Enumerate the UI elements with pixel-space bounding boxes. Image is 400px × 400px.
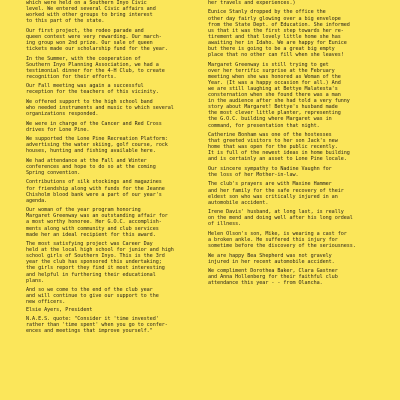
paragraph <box>26 121 204 133</box>
text-line: on the mend and doing well after his long ordeal <box>208 215 353 222</box>
text-line: other day fairly glowing over a big envelope <box>208 15 341 22</box>
text-line: advertising the water skiing, golf course, rock <box>26 142 168 149</box>
text-line: who needed instruments and music to which several <box>26 104 174 111</box>
text-line: the girls report they find it most interesting <box>26 265 165 272</box>
paragraph <box>26 241 204 284</box>
text-line: We are happy Bea Shepherd was not gravely <box>208 252 332 259</box>
text-line: made her an ideal recipient for this award. <box>26 231 156 238</box>
text-line: and helpful in furthering their educational <box>26 271 156 278</box>
text-line: we are still laughing at Bettye Malatesta's <box>208 86 338 92</box>
text-line: Eunice Stanly dropped by the office the <box>208 9 326 16</box>
text-line: us that it was the first step towards her re- <box>208 27 344 34</box>
text-line: the loss of her Mother-in-law. <box>208 172 299 178</box>
paragraph <box>208 0 388 6</box>
text-line: queen contest were very rewarding. Our march- <box>26 33 162 40</box>
text-line: Our sincere sympathy to Nadine Vaughn for <box>208 165 332 172</box>
text-line: place that no other can fill when she leaves! <box>208 52 344 59</box>
text-line: agenda. <box>26 197 48 204</box>
paragraph <box>26 287 204 305</box>
text-line: the most clever little planter, representing <box>208 110 341 117</box>
text-line: over her terrific surprise at the February <box>208 67 335 74</box>
paragraph <box>208 253 388 265</box>
text-line: Helen Olson's son, Mike, is wearing a cast for <box>208 230 347 237</box>
paragraph <box>208 181 388 205</box>
text-line: Spring convention. <box>26 169 81 176</box>
text-line: home that was open for the public recently. <box>208 144 338 151</box>
text-line: and her family for the safe recovery of their <box>208 187 344 194</box>
text-line: command, for presentation that night. <box>208 122 320 129</box>
text-line: Catherine Bonham was one of the hostesses <box>208 132 332 139</box>
text-line: from the State Dept. of Education. She informed <box>208 21 350 28</box>
text-line: year the club has sponsored this undertaking; <box>26 259 162 266</box>
text-line: to this part of the state. <box>26 18 105 25</box>
text-line: a most worthy honoree. Her G.O.C. accomplish- <box>26 219 162 226</box>
text-line: N.A.E.S. quote: "Consider it 'time invested' <box>26 316 159 323</box>
text-line: held at the local high school for junior and high <box>26 247 174 254</box>
paragraph <box>26 136 204 154</box>
text-line: organizations responded. <box>26 111 99 118</box>
text-line: plans. <box>26 277 45 284</box>
paragraph <box>208 268 388 286</box>
text-line: houses, hunting and fishing available here. <box>26 148 156 155</box>
text-line: Our first project, the rodeo parade and <box>26 27 144 34</box>
text-line: ments along with community and club services <box>26 225 159 232</box>
text-line: that greeted visitors to her son Jack's new <box>208 138 338 145</box>
text-line: but there is going to be a great big empty <box>208 46 335 53</box>
paragraph <box>26 158 204 176</box>
text-line: meeting when she was honored as Woman of the <box>208 73 341 80</box>
text-line: Contributions of silk stockings and magazines <box>26 179 162 186</box>
text-line: Year. (It was a happy occasion for all.) And <box>208 79 341 86</box>
paragraph <box>26 83 204 95</box>
text-line: Margaret Greenway is still trying to get <box>208 61 329 68</box>
text-line: school girls of Southern Inyo. This is the 3rd <box>26 253 165 260</box>
paragraph <box>26 316 204 334</box>
right-column <box>208 0 388 400</box>
left-column <box>26 0 204 400</box>
paragraph <box>26 179 204 203</box>
text-line: her travels and experiences.) <box>208 0 296 6</box>
paragraph <box>26 0 204 24</box>
text-line: tickets made our scholarship fund for the year. <box>26 46 168 53</box>
text-line: Chisholm blood bank were a part of our year's <box>26 191 162 198</box>
paragraph <box>208 132 388 162</box>
text-line: rather than 'time spent' when you go to confer- <box>26 322 168 329</box>
text-line: tirement and that lovely little home she has <box>208 33 341 40</box>
text-line: ing group won 2nd prize. Our sale of queen <box>26 39 153 46</box>
text-line: and Anna Hollenberg for their faithful club <box>208 274 338 281</box>
text-line: of illness. <box>208 221 242 228</box>
text-line: consternation when she found there was a man <box>208 92 341 99</box>
text-line: drives for Lone Pine. <box>26 126 90 133</box>
text-line: In the Summer, with the cooperation of <box>26 55 141 62</box>
text-line: We had attendance at the Fall and Winter <box>26 157 147 164</box>
paragraph <box>208 9 388 58</box>
text-line: We supported the Lone Pine Recreation Platform: <box>26 136 168 143</box>
text-line: Elsie Ayers, President <box>26 306 93 313</box>
paragraph <box>208 166 388 178</box>
text-line: and will continue to give our support to the <box>26 293 159 300</box>
text-line: new officers. <box>26 299 66 306</box>
text-line: injured in her recent automobile accident. <box>208 258 335 265</box>
paragraph <box>26 56 204 80</box>
text-line: level. We entered several Civic affairs and <box>26 6 156 13</box>
text-line: attendance this year - - from Olancha. <box>208 280 323 287</box>
text-line: eldest son who was critically injured in an <box>208 193 338 200</box>
text-line: ences and meetings that improve yourself." <box>26 328 153 335</box>
text-line: The club's prayers are with Maxine Hammer <box>208 181 332 188</box>
paragraph <box>208 209 388 227</box>
text-line: worked with other groups to bring interest <box>26 12 153 19</box>
president-signature <box>26 307 204 313</box>
text-line: And so we come to the end of the club year <box>26 287 153 294</box>
text-line: and is certainly an asset to Lone Pine locale. <box>208 156 347 163</box>
text-line: awaiting her in Idaho. We are happy for Eunice <box>208 39 347 46</box>
text-line: It is full of the newest ideas in home building <box>208 150 350 157</box>
text-line: Southern Inyo Planning Association, we had a <box>26 61 159 68</box>
text-line: conferences and hope to do so at the coming <box>26 163 156 170</box>
text-line: The most satisfying project was Career Day <box>26 241 153 248</box>
text-line: which were held on a Southern Inyo Civic <box>26 0 147 6</box>
text-line: the G.O.C. building where Margaret was in <box>208 116 332 123</box>
text-line: for friendship along with funds for the Jeanne <box>26 185 165 192</box>
text-line: in the audience after she had told a very funny <box>208 98 350 105</box>
text-line: a broken ankle. He suffered this injury for <box>208 237 338 244</box>
text-line: story about Margaret! Bettye's husband made <box>208 104 338 111</box>
text-line: We compliment Dorothea Baker, Clara Gastner <box>208 268 338 275</box>
text-line: automobile accident. <box>208 199 269 206</box>
text-line: We offered support to the high school band <box>26 98 153 105</box>
text-line: Margaret Greenway was an outstanding affair for <box>26 213 168 220</box>
paragraph <box>208 62 388 129</box>
paragraph <box>26 207 204 237</box>
paragraph <box>208 231 388 249</box>
text-line: reception for the teachers of this vicinity. <box>26 89 159 96</box>
text-line: Our woman of the year program honoring <box>26 207 141 214</box>
paragraph <box>26 99 204 117</box>
text-line: recognition for their efforts. <box>26 73 117 80</box>
text-line: We were in charge of the Cancer and Red Cross <box>26 120 162 127</box>
text-line: Irene Davis' husband, at long last, is really <box>208 209 344 216</box>
text-line: testimonial dinner for the 4-H Club, to create <box>26 67 165 74</box>
text-line: sometime before the discovery of the seriousness. <box>208 243 356 250</box>
text-line: Our Fall meeting was again a successful <box>26 83 144 90</box>
paragraph <box>26 28 204 52</box>
